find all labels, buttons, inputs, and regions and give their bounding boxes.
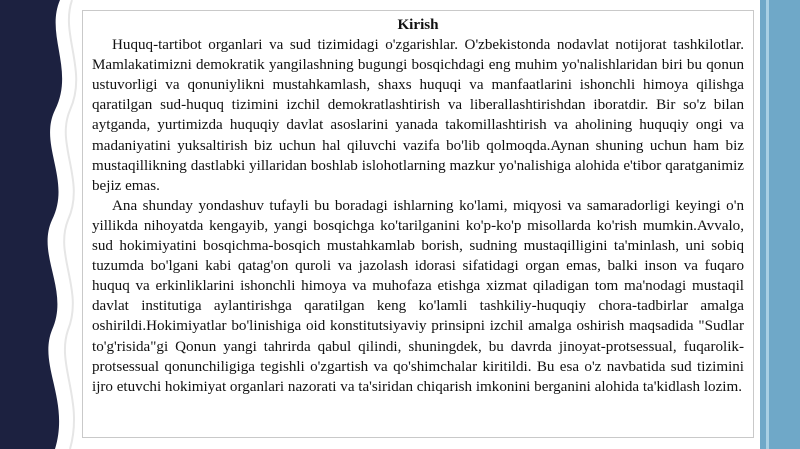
document-title: Kirish [397, 17, 439, 33]
document-page [82, 10, 754, 438]
paragraph-2: Ana shunday yondashuv tufayli bu boradagi ishlarning ko'lami, miqyosi va samaradorligi keyingi o'n yillikda nihoyatda kengayib, yangi bosqichga ko'tarilganini ko'p-ko'p misollarda ko'rish mumkin.Avvalo, sud hokimiyatini bosqichma-bosqich mustahkamlab borish, sudning mustaqilligini ta'minlash, uni sobiq tuzumda bo'lgani kabi qatag'on quroli va jazolash idorasi sifatidagi organ emas, balki inson va fuqaro huquq va erkinliklarini ishonchli himoya va muhofaza etishga xizmat qiladigan tom ma'nodagi mustaqil davlat institutiga aylantirishga qaratilgan keng ko'lamli tashkiliy-huquqiy chora-tadbirlar amalga oshirildi.Hokimiyatlar bo'linishiga oid konstitutsiyaviy prinsipni izchil amalga oshirish maqsadida "Sudlar to'g'risida"gi Qonun yangi tahrirda qabul qilindi, shuningdek, bu davrda jinoyat-protsessual, fuqarolik-protsessual qonunchiligiga tegishli o'zgartish va qo'shimchalar kiritildi. Bu esa o'z navbatida sud tizimini ijro etuvchi hokimiyat organlari nazorati va ta'siridan chiqarish imkonini berganini alohida ta'kidlash lozim. [92, 197, 744, 395]
paragraph-1: Huquq-tartibot organlari va sud tizimidagi o'zgarishlar. O'zbekistonda nodavlat notijorat tashkilotlar. Mamlakatimizni demokratik yangilashning bugungi bosqichdagi eng muhim yo'nalishlaridan biri bu qonun ustuvorligi va qonuniylikni mustahkamlash, shaxs huquqi va manfaatlarini ishonchli himoya qilishga qaratilgan sud-huquq tizimini izchil demokratlashtirish va liberallashtirishdan iboratdir. Bir so'z bilan aytganda, yurtimizda huquqiy davlat asoslarini yanada takomillashtirish va aholining huquqiy ongi va madaniyatini yuksaltirish biz uchun hal qiluvchi vazifa bo'lib qolmoqda.Aynan shuning uchun ham biz mustaqillikning dastlabki yillaridan boshlab islohotlarning mazkur yo'nalishiga alohida e'tibor qaratganimiz bejiz emas. [92, 37, 744, 194]
document-content [92, 15, 744, 397]
right-decorative-band [760, 0, 800, 449]
right-band-stripe [766, 0, 769, 449]
